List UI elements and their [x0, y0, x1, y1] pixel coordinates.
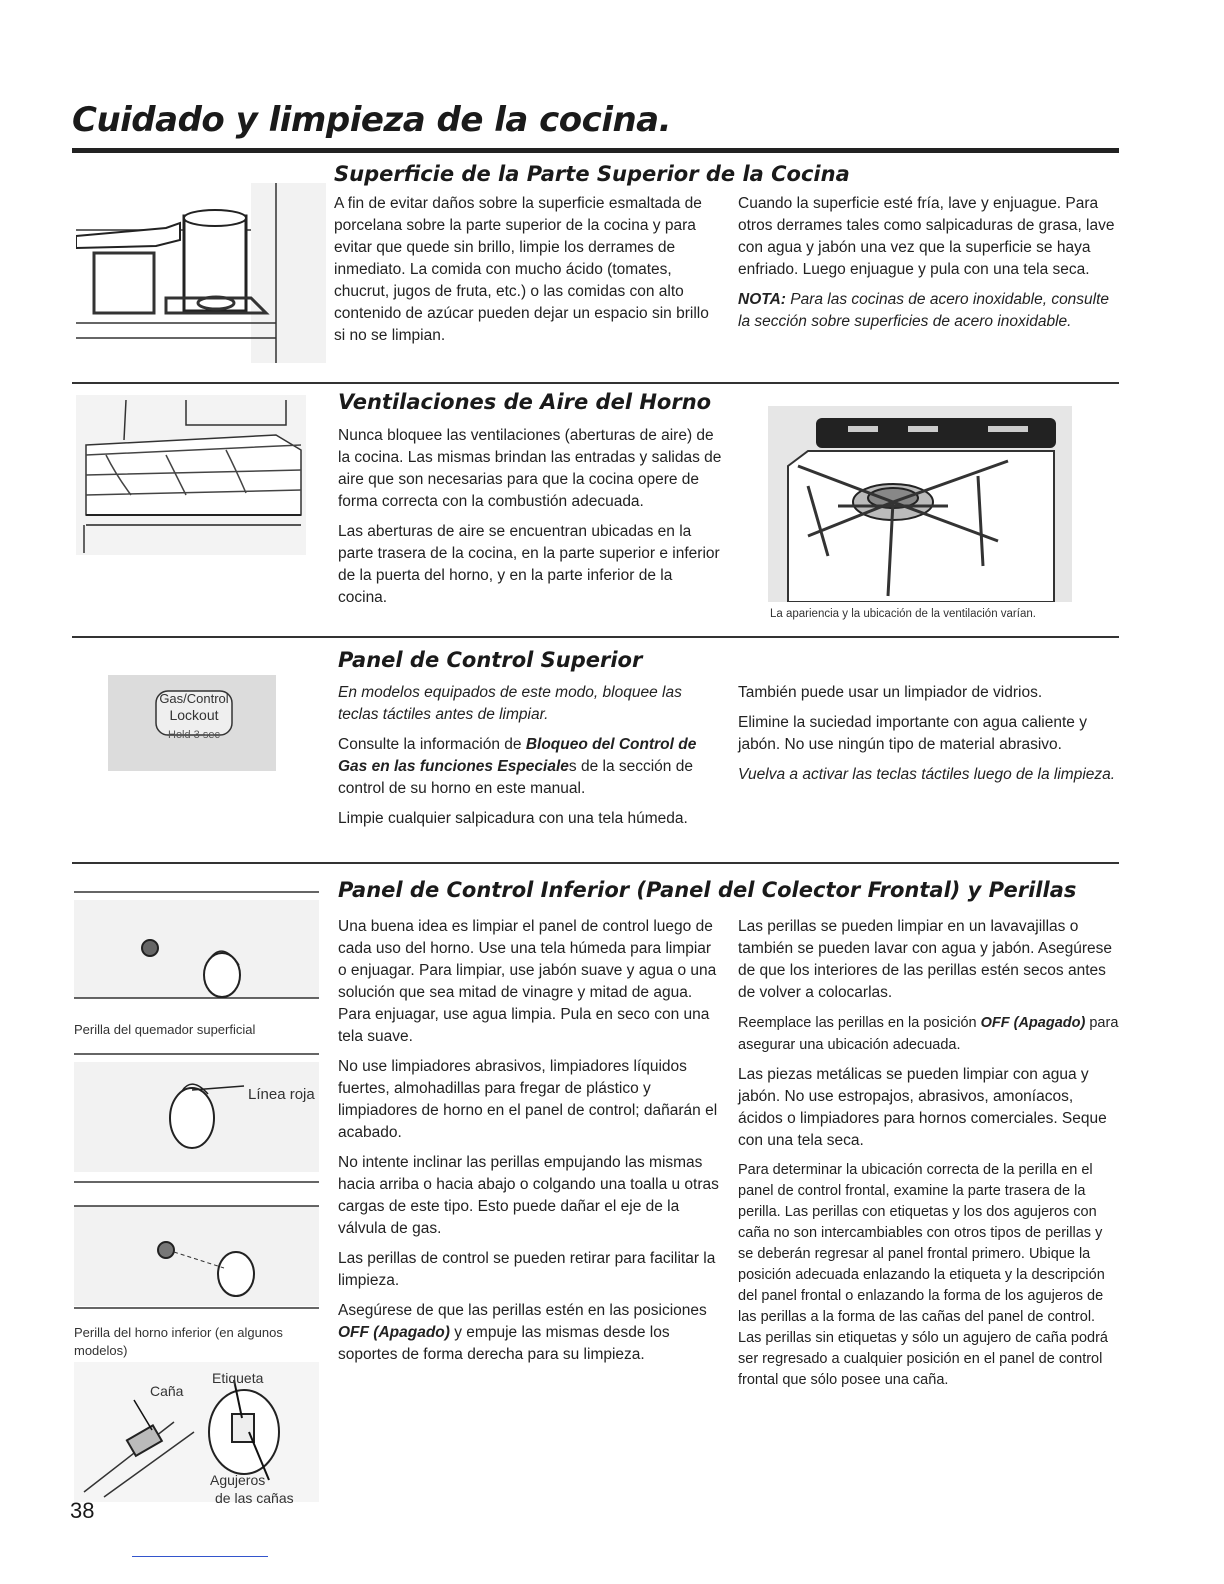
section4-r3: Las piezas metálicas se pueden limpiar con agua y jabón. No use estropajos, abrasivos, amoníacos, ácidos o limpiadores para hornos comerciales. Seque con una tela seca.	[738, 1066, 1107, 1149]
shaft-label: Caña	[150, 1383, 184, 1399]
label-tag-label: Etiqueta	[212, 1370, 264, 1386]
section4-r2c: para asegurar una ubicación adecuada.	[738, 1015, 1119, 1053]
footer-line	[132, 1556, 268, 1557]
section4-r2-off: OFF (Apagado)	[980, 1015, 1086, 1031]
section4-r4: Para determinar la ubicación correcta de la perilla en el panel de control frontal, examine la parte trasera de la perilla. Las perillas con etiquetas y los dos agujeros con caña no son intercambiables con otros tipos de perillas y se deberán regresar al panel frontal primero. Ubique la posición adecuada enlazando la etiqueta y la descripción del panel frontal o enlazando la forma de los agujeros de las perillas a la forma de las cañas del panel de control. Las perillas sin etiquetas y sólo un agujero de caña podrá ser regresado a cualquier posición en el panel de control frontal que sólo posee una caña.	[738, 1162, 1108, 1388]
gas-control-lockout-keypad	[108, 675, 276, 771]
section2-heading: Ventilaciones de Aire del Horno	[338, 390, 712, 414]
section3-r2: Elimine la suciedad importante con agua caliente y jabón. No use ningún tipo de material abrasivo.	[738, 714, 1087, 753]
cooktop-wiping-illustration	[76, 178, 326, 368]
section3-p1: En modelos equipados de este modo, bloquee las teclas táctiles antes de limpiar.	[338, 684, 682, 723]
knob-shaft-label-illustration	[74, 1362, 319, 1502]
section1-col1: A fin de evitar daños sobre la superficie esmaltada de porcelana sobre la parte superior de la cocina y para evitar que quede sin brillo, limpie los derrames de inmediato. La comida con mucho ácido (tomates, chucrut, jugos de fruta, etc.) o las comidas con alto contenido de azúcar pueden dejar un espacio sin brillo si no se limpian.	[334, 195, 709, 344]
section4-p5a: Asegúrese de que las perillas estén en las posiciones	[338, 1302, 707, 1319]
section-divider	[72, 862, 1119, 864]
lower-oven-knob-illustration	[74, 1196, 319, 1316]
section1-col2-block	[738, 193, 1120, 341]
section3-right-text	[738, 682, 1120, 794]
section3-p2a: Consulte la información de	[338, 736, 526, 753]
section1-heading: Superficie de la Parte Superior de la Cocina	[334, 162, 850, 186]
section3-p3: Limpie cualquier salpicadura con una tela húmeda.	[338, 810, 688, 827]
section2-p1: Nunca bloquee las ventilaciones (aberturas de aire) de la cocina. Las mismas brindan las entradas y salidas de aire que son necesarias para que la cocina opere de forma correcta con la combustión adecuada.	[338, 427, 722, 510]
section4-p2: No use limpiadores abrasivos, limpiadores líquidos fuertes, almohadillas para fregar de plástico y limpiadores de horno en el panel de control; dañarán el acabado.	[338, 1058, 718, 1141]
section-divider	[72, 382, 1119, 384]
section2-text	[338, 425, 723, 617]
section3-r3: Vuelva a activar las teclas táctiles luego de la limpieza.	[738, 766, 1116, 783]
section4-p3: No intente inclinar las perillas empujando las mismas hacia arriba o hacia abajo o colgando una toalla u otras cargas de este tipo. Esto puede dañar el eje de la válvula de gas.	[338, 1154, 719, 1237]
oven-vent-illustration	[76, 395, 306, 555]
section3-heading: Panel de Control Superior	[338, 648, 643, 672]
lower-oven-knob-caption: Perilla del horno inferior (en algunos modelos)	[74, 1325, 283, 1358]
section2-p2: Las aberturas de aire se encuentran ubicadas en la parte trasera de la cocina, en la parte superior e inferior de la puerta del horno, y en la parte inferior de la cocina.	[338, 523, 720, 606]
keypad-label-line2: Lockout	[169, 707, 219, 723]
holes-label-line2: de las cañas	[215, 1490, 294, 1506]
section4-r2a: Reemplace las perillas en la posición	[738, 1015, 981, 1031]
section3-left-text	[338, 682, 723, 838]
section4-r1: Las perillas se pueden limpiar en un lavavajillas o también se pueden lavar con agua y jabón. Asegúrese de que los interiores de las perillas estén secos antes de volver a colocarlas.	[738, 918, 1112, 1001]
red-line-label: Línea roja	[248, 1086, 315, 1103]
surface-knob-caption: Perilla del quemador superficial	[74, 1022, 256, 1037]
section4-p5c: y empuje las mismas desde los soportes de forma derecha para su limpieza.	[338, 1324, 670, 1363]
section4-right-text	[738, 916, 1120, 1399]
section3-p2-bold: Bloqueo del Control de Gas en las funciones Especiale	[338, 736, 697, 775]
section4-p5-off: OFF (Apagado)	[338, 1324, 450, 1341]
section4-heading: Panel de Control Inferior (Panel del Colector Frontal) y Perillas	[338, 878, 1077, 902]
oven-knob-red-line-illustration	[74, 1046, 319, 1186]
keypad-label-line1: Gas/Control	[159, 691, 229, 706]
cooktop-burner-photo	[768, 406, 1072, 602]
section1-col2: Cuando la superficie esté fría, lave y enjuague. Para otros derrames tales como salpicaduras de grasa, lave con agua y jabón una vez que la superficie se haya enfriado. Luego enjuague y pula con una tela seca.	[738, 195, 1115, 278]
section4-p1: Una buena idea es limpiar el panel de control luego de cada uso del horno. Use una tela húmeda para limpiar o enjuagar. Para limpiar, use jabón suave y agua o una solución que sea mitad de vinagre y mitad de agua. Para enjuagar, use agua limpia. Pula en seco con una tela suave.	[338, 918, 717, 1045]
page-number: 38	[70, 1498, 95, 1523]
holes-label-line1: Agujeros	[210, 1472, 266, 1488]
section-divider	[72, 636, 1119, 638]
surface-burner-knob-illustration	[74, 880, 319, 1018]
section3-r1: También puede usar un limpiador de vidrios.	[738, 684, 1043, 701]
section4-p4: Las perillas de control se pueden retirar para facilitar la limpieza.	[338, 1250, 716, 1289]
keypad-label-line3: Hold 3 sec	[168, 729, 220, 741]
section1-note-text: Para las cocinas de acero inoxidable, consulte la sección sobre superficies de acero inoxidable.	[738, 291, 1110, 330]
title-rule	[72, 148, 1119, 153]
page-title: Cuidado y limpieza de la cocina.	[72, 100, 672, 140]
section3-p2c: s de la sección de control de su horno en este manual.	[338, 758, 693, 797]
section4-left-text	[338, 916, 723, 1374]
vent-caption: La apariencia y la ubicación de la ventilación varían.	[770, 608, 1036, 620]
section1-note-label: NOTA:	[738, 291, 786, 308]
